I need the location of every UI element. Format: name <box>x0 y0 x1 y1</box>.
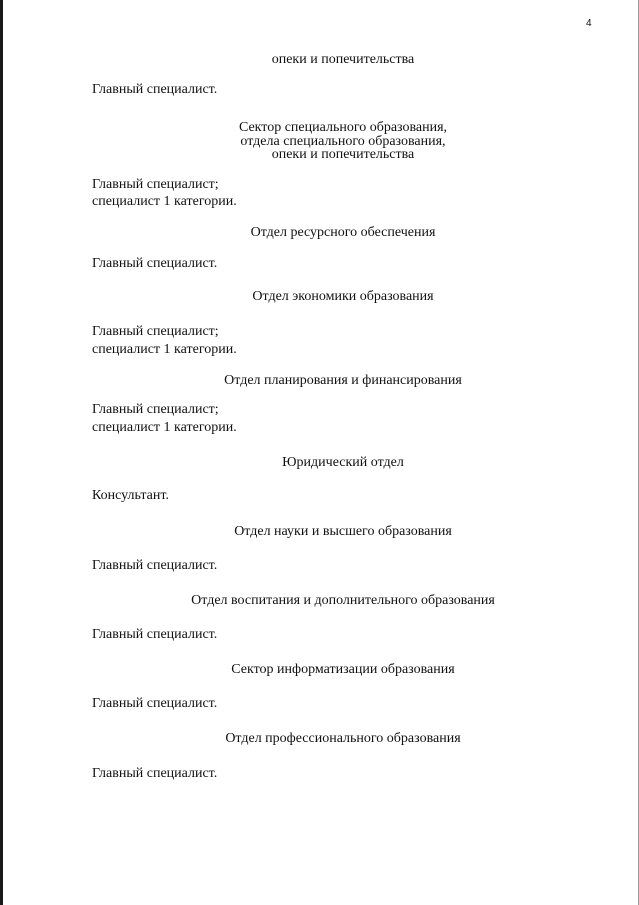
position-line: Главный специалист. <box>92 696 218 711</box>
section-heading-guardianship: опеки и попечительства <box>271 52 415 67</box>
position-line: Главный специалист. <box>92 627 218 642</box>
position-line: Главный специалист; <box>92 177 219 192</box>
heading-line: опеки и попечительства <box>271 147 415 162</box>
position-line: Главный специалист; <box>92 402 219 417</box>
position-line: специалист 1 категории. <box>92 194 237 209</box>
position-line: Главный специалист. <box>92 82 218 97</box>
position-line: специалист 1 категории. <box>92 420 237 435</box>
section-heading-informatization: Сектор информатизации образования <box>231 662 455 677</box>
section-heading-upbringing-additional-education: Отдел воспитания и дополнительного образования <box>191 593 495 608</box>
section-heading-resource-support: Отдел ресурсного обеспечения <box>250 225 436 240</box>
position-line: Главный специалист. <box>92 766 218 781</box>
section-heading-education-economics: Отдел экономики образования <box>252 289 434 304</box>
section-heading-planning-finance: Отдел планирования и финансирования <box>224 373 462 388</box>
section-heading-professional-education: Отдел профессионального образования <box>225 731 461 746</box>
section-heading-special-education-sector <box>0 121 639 162</box>
heading-line: Сектор специального образования, <box>238 120 448 135</box>
heading-line: отдела специального образования, <box>240 133 446 149</box>
section-heading-legal: Юридический отдел <box>282 455 404 470</box>
position-line: Консультант. <box>92 488 169 503</box>
position-line: Главный специалист. <box>92 558 218 573</box>
position-line: Главный специалист. <box>92 256 218 271</box>
section-heading-science-higher-education: Отдел науки и высшего образования <box>234 524 452 539</box>
page-number: 4 <box>586 18 592 29</box>
position-line: Главный специалист; <box>92 324 219 339</box>
position-line: специалист 1 категории. <box>92 342 237 357</box>
